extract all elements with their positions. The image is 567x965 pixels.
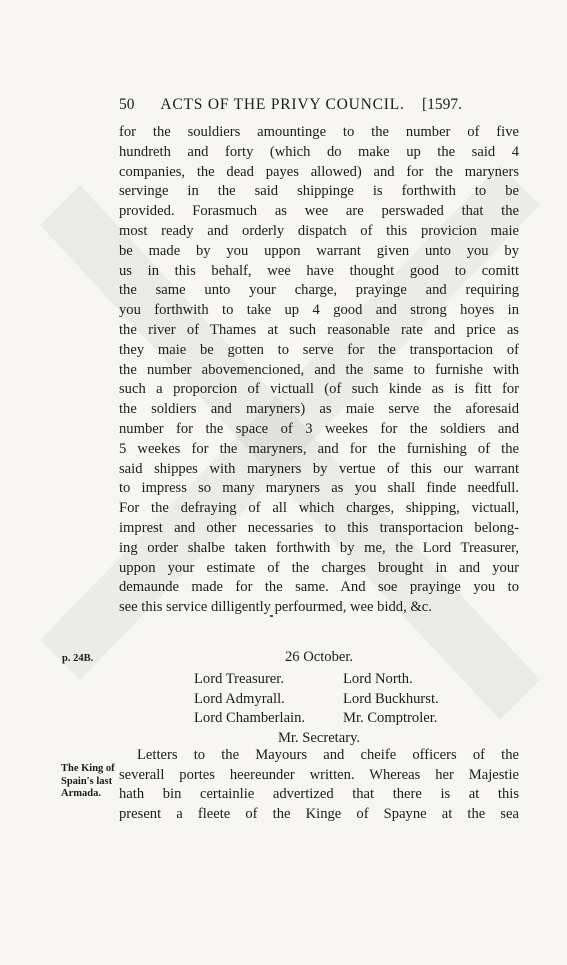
margin-note-armada	[61, 763, 117, 801]
text-line: the number abovemencioned, and the same to furnishe with	[119, 361, 519, 378]
attendee: Lord Chamberlain.	[194, 710, 306, 726]
text-line: severall portes heereunder written. Whereas her Majestie	[119, 766, 519, 783]
text-line: present a fleete of the Kinge of Spayne at the sea	[119, 805, 519, 822]
text-line: For the defraying of all which charges, shipping, victuall,	[119, 500, 519, 517]
text-line: the soldiers and maryners) as maie serve the aforesaid	[119, 401, 519, 418]
text-line: said shippes with maryners by vertue of this our warrant	[119, 460, 519, 477]
margin-page-reference: p. 24B.	[62, 653, 94, 664]
text-line: the same unto your charge, prayinge and requiring	[119, 282, 519, 299]
section-separator	[270, 615, 273, 617]
text-line: companies, the dead payes allowed) and for the maryners	[119, 163, 519, 180]
attendee: Lord North.	[343, 671, 413, 687]
attendance-list	[194, 670, 494, 748]
meeting-date: 26 October.	[284, 649, 354, 665]
text-line: be made by you uppon warrant given unto you by	[119, 242, 519, 259]
text-line: demaunde made for the same. And soe prayinge you to	[119, 579, 519, 596]
attendance-row	[194, 670, 494, 690]
margin-note-line: The King of	[61, 763, 115, 774]
text-line: such a proporcion of victuall (of such kinde as is fitt for	[119, 381, 519, 398]
letter-paragraph	[119, 746, 519, 824]
text-line: you forthwith to take up 4 good and strong hoyes in	[119, 302, 519, 319]
attendance-row	[194, 690, 494, 710]
text-line: 5 weekes for the maryners, and for the furnishing of the	[119, 440, 519, 457]
text-line: servinge in the said shippinge is forthwith to be	[119, 183, 519, 200]
attendee: Lord Admyrall.	[194, 690, 285, 707]
text-line: uppon your estimate of the charges brought in and your	[119, 559, 519, 576]
page-number: 50	[119, 96, 135, 113]
attendee-secretary: Mr. Secretary.	[277, 729, 361, 746]
text-line: they maie be gotten to serve for the transportacion of	[119, 341, 519, 358]
text-line: see this service dilligently perfourmed, wee bidd, &c.	[119, 599, 432, 616]
running-title: ACTS OF THE PRIVY COUNCIL.	[160, 96, 405, 113]
text-line: provided. Forasmuch as wee are perswaded that the	[119, 203, 519, 220]
text-line: imprest and other necessaries to this transportacion belong-	[119, 519, 519, 536]
text-line: Letters to the Mayours and cheife officers of the	[137, 747, 519, 763]
text-line: number for the space of 3 weekes for the soldiers and	[119, 420, 519, 437]
text-line: most ready and orderly dispatch of this provicion maie	[119, 222, 519, 239]
attendee: Lord Treasurer.	[194, 671, 284, 687]
text-line: for the souldiers amountinge to the number of five	[119, 124, 519, 140]
text-line: the river of Thames at such reasonable rate and price as	[119, 321, 519, 338]
text-line: us in this behalf, wee have thought good to comitt	[119, 262, 519, 279]
attendee: Lord Buckhurst.	[343, 690, 439, 707]
page-header	[119, 96, 462, 116]
text-line: hundreth and forty (which do make up the said 4	[119, 143, 519, 160]
attendee: Mr. Comptroler.	[343, 710, 438, 726]
text-line: hath bin certainlie advertized that there is at this	[119, 786, 519, 802]
year-marker: [1597.	[421, 96, 462, 113]
text-line: ing order shalbe taken forthwith by me, the Lord Treasurer,	[119, 539, 519, 556]
attendance-row	[194, 709, 494, 729]
margin-note-line: Spain's last	[61, 775, 113, 787]
margin-note-line: Armada.	[61, 788, 101, 799]
body-paragraph	[119, 123, 519, 618]
text-line: to impress so many maryners as you shall finde needfull.	[119, 480, 519, 497]
